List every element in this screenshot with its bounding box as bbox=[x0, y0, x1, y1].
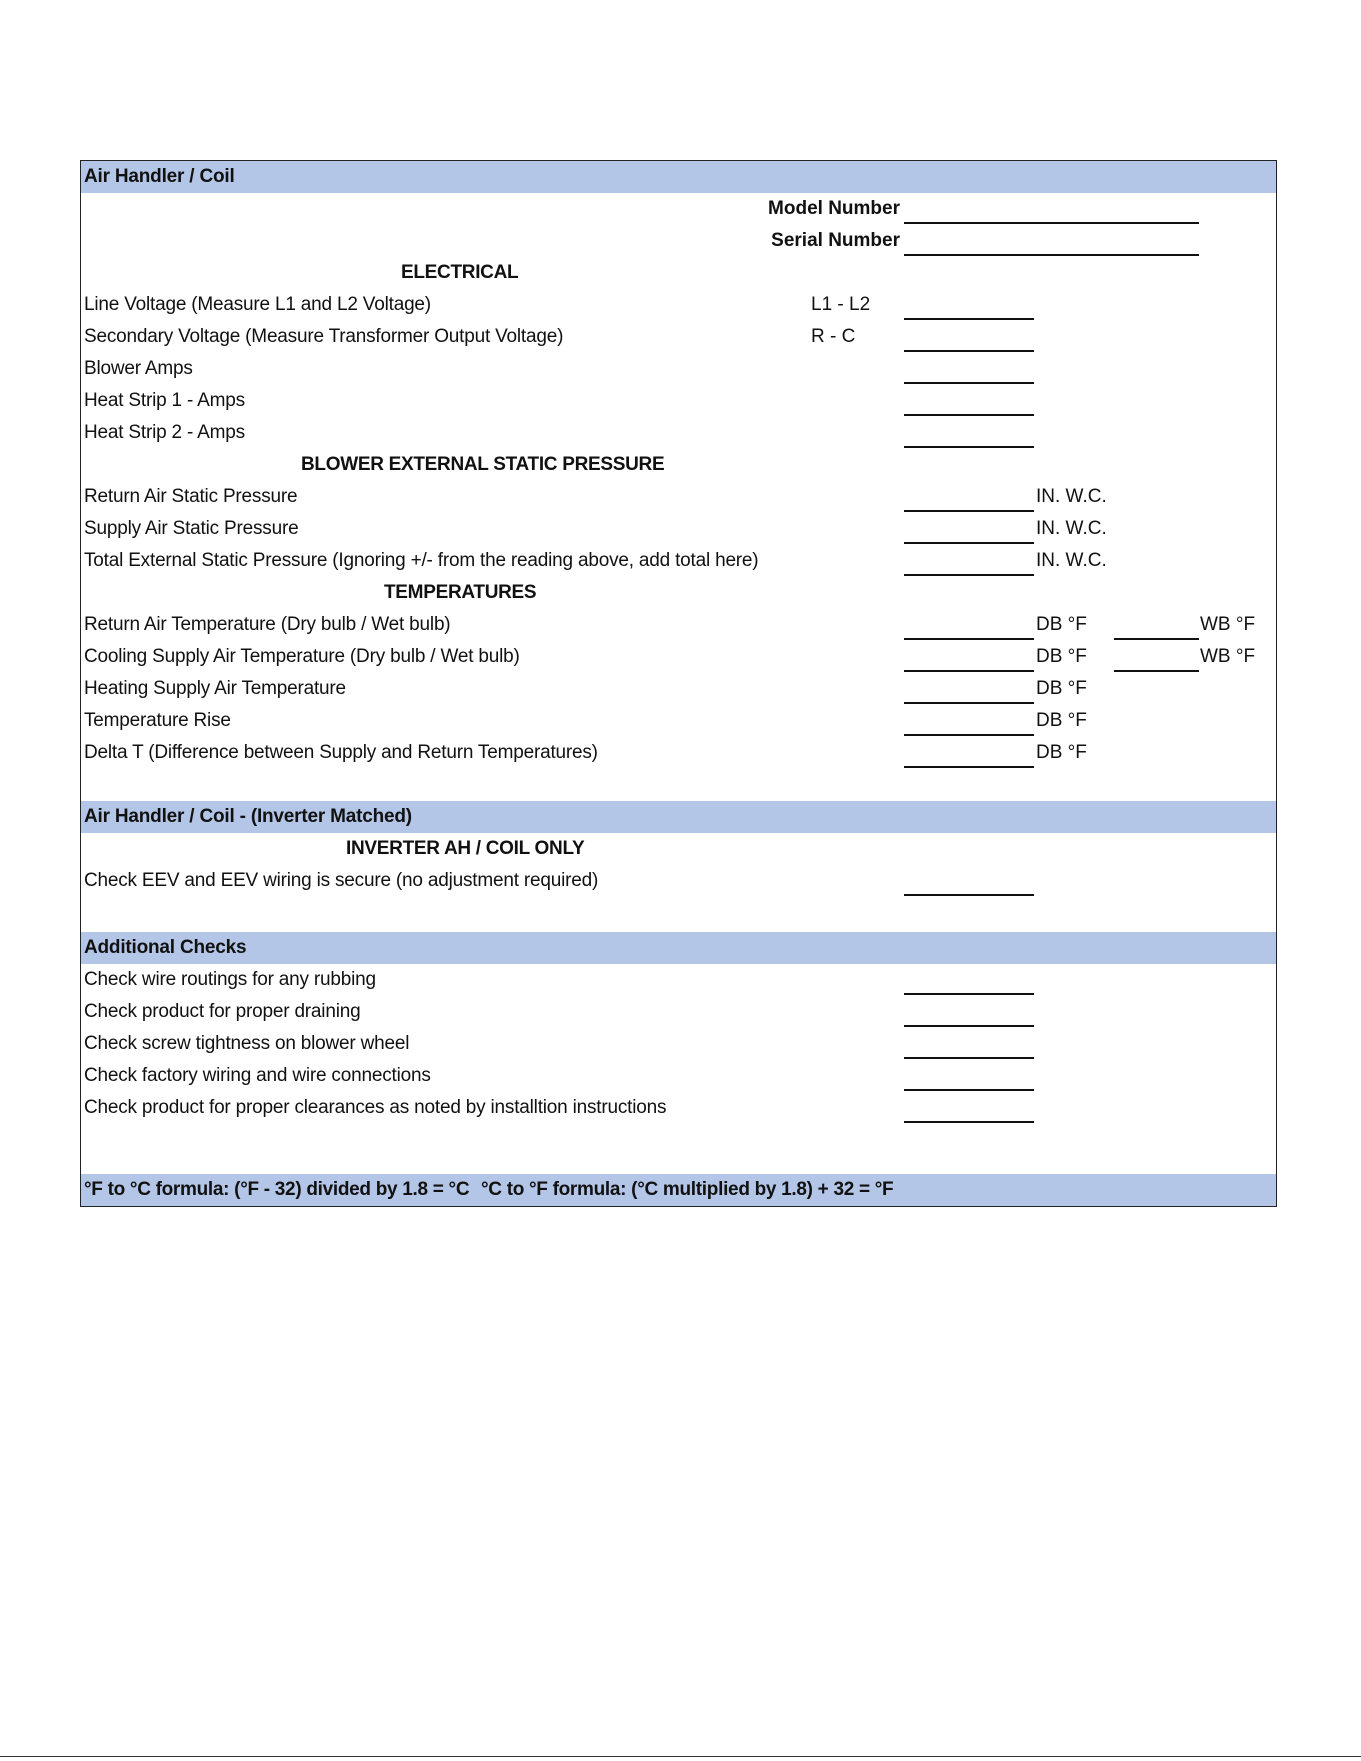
entry-line[interactable] bbox=[904, 766, 1034, 768]
serial-number-field[interactable] bbox=[904, 254, 1199, 256]
electrical-row bbox=[81, 353, 1276, 385]
section-title: Air Handler / Coil bbox=[84, 166, 235, 187]
additional-check-row bbox=[81, 996, 1276, 1028]
entry-line[interactable] bbox=[904, 993, 1034, 995]
electrical-row bbox=[81, 321, 1276, 353]
unit-label: IN. W.C. bbox=[1036, 486, 1107, 507]
electrical-label: Heat Strip 2 - Amps bbox=[84, 422, 245, 443]
entry-line[interactable] bbox=[904, 414, 1034, 416]
section-header-air-handler bbox=[81, 161, 1276, 193]
f-to-c-formula: °F to °C formula: (°F - 32) divided by 1.8 = °C bbox=[84, 1179, 470, 1200]
entry-line[interactable] bbox=[904, 542, 1034, 544]
entry-line[interactable] bbox=[904, 1121, 1034, 1123]
terminal-tag: L1 - L2 bbox=[811, 294, 871, 315]
check-label: Check screw tightness on blower wheel bbox=[84, 1033, 410, 1054]
model-number-field[interactable] bbox=[904, 222, 1199, 224]
check-label: Check EEV and EEV wiring is secure (no adjustment required) bbox=[84, 870, 599, 891]
entry-line[interactable] bbox=[904, 446, 1034, 448]
entry-line[interactable] bbox=[904, 1089, 1034, 1091]
inverter-subheading-row bbox=[81, 833, 1276, 865]
temperature-row bbox=[81, 673, 1276, 705]
entry-line[interactable] bbox=[904, 318, 1034, 320]
entry-line[interactable] bbox=[904, 382, 1034, 384]
temperature-label: Delta T (Difference between Supply and Return Temperatures) bbox=[84, 742, 598, 763]
static-pressure-label: Total External Static Pressure (Ignoring +/- from the reading above, add total here) bbox=[84, 550, 759, 571]
page-bottom-divider bbox=[0, 1756, 1361, 1757]
unit-label: IN. W.C. bbox=[1036, 550, 1107, 571]
temperature-label: Return Air Temperature (Dry bulb / Wet bulb) bbox=[84, 614, 451, 635]
entry-line[interactable] bbox=[904, 1025, 1034, 1027]
additional-check-row bbox=[81, 964, 1276, 996]
section-header-inverter bbox=[81, 801, 1276, 833]
electrical-label: Secondary Voltage (Measure Transformer Output Voltage) bbox=[84, 326, 564, 347]
model-number-label: Model Number bbox=[768, 198, 900, 219]
blower-subheading: BLOWER EXTERNAL STATIC PRESSURE bbox=[301, 454, 665, 475]
unit-label: DB °F bbox=[1036, 742, 1087, 763]
section-header-additional bbox=[81, 932, 1276, 964]
check-label: Check product for proper clearances as noted by installtion instructions bbox=[84, 1097, 667, 1118]
check-label: Check factory wiring and wire connections bbox=[84, 1065, 431, 1086]
electrical-row bbox=[81, 385, 1276, 417]
additional-check-row bbox=[81, 1060, 1276, 1092]
dry-bulb-entry-line[interactable] bbox=[904, 638, 1034, 640]
entry-line[interactable] bbox=[904, 702, 1034, 704]
wet-bulb-entry-line[interactable] bbox=[1114, 638, 1199, 640]
terminal-tag: R - C bbox=[811, 326, 856, 347]
electrical-subheading-row bbox=[81, 257, 1276, 289]
static-pressure-label: Supply Air Static Pressure bbox=[84, 518, 299, 539]
blower-subheading-row bbox=[81, 449, 1276, 481]
commissioning-form bbox=[80, 160, 1277, 1207]
temperature-label: Cooling Supply Air Temperature (Dry bulb / Wet bulb) bbox=[84, 646, 520, 667]
temperatures-subheading-row bbox=[81, 577, 1276, 609]
additional-check-row bbox=[81, 1028, 1276, 1060]
c-to-f-formula: °C to °F formula: (°C multiplied by 1.8) + 32 = °F bbox=[481, 1179, 894, 1200]
entry-line[interactable] bbox=[904, 1057, 1034, 1059]
section-title: Additional Checks bbox=[84, 937, 247, 958]
electrical-row bbox=[81, 417, 1276, 449]
check-label: Check product for proper draining bbox=[84, 1001, 361, 1022]
electrical-label: Heat Strip 1 - Amps bbox=[84, 390, 245, 411]
entry-line[interactable] bbox=[904, 350, 1034, 352]
electrical-subheading: ELECTRICAL bbox=[401, 262, 519, 283]
temperature-row bbox=[81, 609, 1276, 641]
wet-bulb-unit: WB °F bbox=[1200, 646, 1256, 667]
static-pressure-row bbox=[81, 545, 1276, 577]
unit-label: IN. W.C. bbox=[1036, 518, 1107, 539]
additional-check-row bbox=[81, 1092, 1276, 1124]
entry-line[interactable] bbox=[904, 734, 1034, 736]
temperature-row bbox=[81, 641, 1276, 673]
static-pressure-row bbox=[81, 481, 1276, 513]
formula-footer bbox=[81, 1174, 1276, 1206]
electrical-label: Blower Amps bbox=[84, 358, 193, 379]
temperatures-subheading: TEMPERATURES bbox=[384, 582, 537, 603]
wet-bulb-entry-line[interactable] bbox=[1114, 670, 1199, 672]
section-title: Air Handler / Coil - (Inverter Matched) bbox=[84, 806, 412, 827]
inverter-subheading: INVERTER AH / COIL ONLY bbox=[346, 838, 585, 859]
entry-line[interactable] bbox=[904, 574, 1034, 576]
static-pressure-row bbox=[81, 513, 1276, 545]
temperature-row bbox=[81, 705, 1276, 737]
inverter-check-row bbox=[81, 865, 1276, 897]
electrical-row bbox=[81, 289, 1276, 321]
wet-bulb-unit: WB °F bbox=[1200, 614, 1256, 635]
serial-number-row bbox=[81, 225, 1276, 257]
electrical-label: Line Voltage (Measure L1 and L2 Voltage) bbox=[84, 294, 431, 315]
temperature-row bbox=[81, 737, 1276, 769]
entry-line[interactable] bbox=[904, 510, 1034, 512]
temperature-label: Heating Supply Air Temperature bbox=[84, 678, 346, 699]
unit-label: DB °F bbox=[1036, 710, 1087, 731]
check-label: Check wire routings for any rubbing bbox=[84, 969, 376, 990]
dry-bulb-unit: DB °F bbox=[1036, 646, 1087, 667]
temperature-label: Temperature Rise bbox=[84, 710, 231, 731]
static-pressure-label: Return Air Static Pressure bbox=[84, 486, 298, 507]
serial-number-label: Serial Number bbox=[771, 230, 900, 251]
unit-label: DB °F bbox=[1036, 678, 1087, 699]
dry-bulb-entry-line[interactable] bbox=[904, 670, 1034, 672]
dry-bulb-unit: DB °F bbox=[1036, 614, 1087, 635]
entry-line[interactable] bbox=[904, 894, 1034, 896]
model-number-row bbox=[81, 193, 1276, 225]
